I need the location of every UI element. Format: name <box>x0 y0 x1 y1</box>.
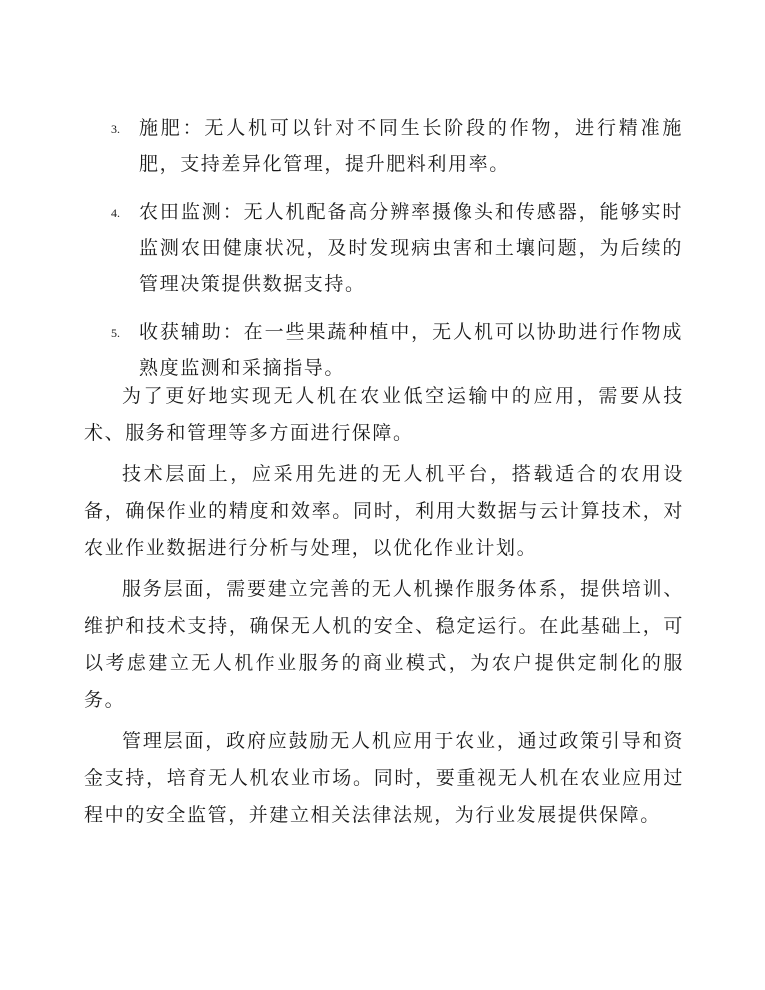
list-item-text: 农田监测：无人机配备高分辨率摄像头和传感器，能够实时监测农田健康状况，及时发现病虫害和土壤问题，为后续的管理决策提供数据支持。 <box>139 201 683 295</box>
list-item-number: 3. <box>111 122 120 136</box>
list-item-text: 收获辅助：在一些果蔬种植中，无人机可以协助进行作物成熟度监测和采摘指导。 <box>139 321 683 379</box>
list-item-text: 施肥：无人机可以针对不同生长阶段的作物，进行精准施肥，支持差异化管理，提升肥料利用率。 <box>139 117 683 175</box>
paragraph-management: 管理层面，政府应鼓励无人机应用于农业，通过政策引导和资金支持，培育无人机农业市场。同时，要重视无人机在农业应用过程中的安全监管，并建立相关法律法规，为行业发展提供保障。 <box>84 730 684 826</box>
paragraph-service: 服务层面，需要建立完善的无人机操作服务体系，提供培训、维护和技术支持，确保无人机的安全、稳定运行。在此基础上，可以考虑建立无人机作业服务的商业模式，为农户提供定制化的服务。 <box>84 578 684 711</box>
numbered-list <box>108 110 683 398</box>
paragraph-technology: 技术层面上，应采用先进的无人机平台，搭载适合的农用设备，确保作业的精度和效率。同时，利用大数据与云计算技术，对农业作业数据进行分析与处理，以优化作业计划。 <box>84 463 684 559</box>
paragraph-intro: 为了更好地实现无人机在农业低空运输中的应用，需要从技术、服务和管理等多方面进行保障。 <box>84 385 684 444</box>
body-text <box>84 378 684 838</box>
list-item-field-monitoring <box>108 194 683 302</box>
list-item-harvest-assist <box>108 314 683 386</box>
list-item-number: 4. <box>111 206 120 220</box>
list-item-fertilizing <box>108 110 683 182</box>
list-item-number: 5. <box>111 326 120 340</box>
